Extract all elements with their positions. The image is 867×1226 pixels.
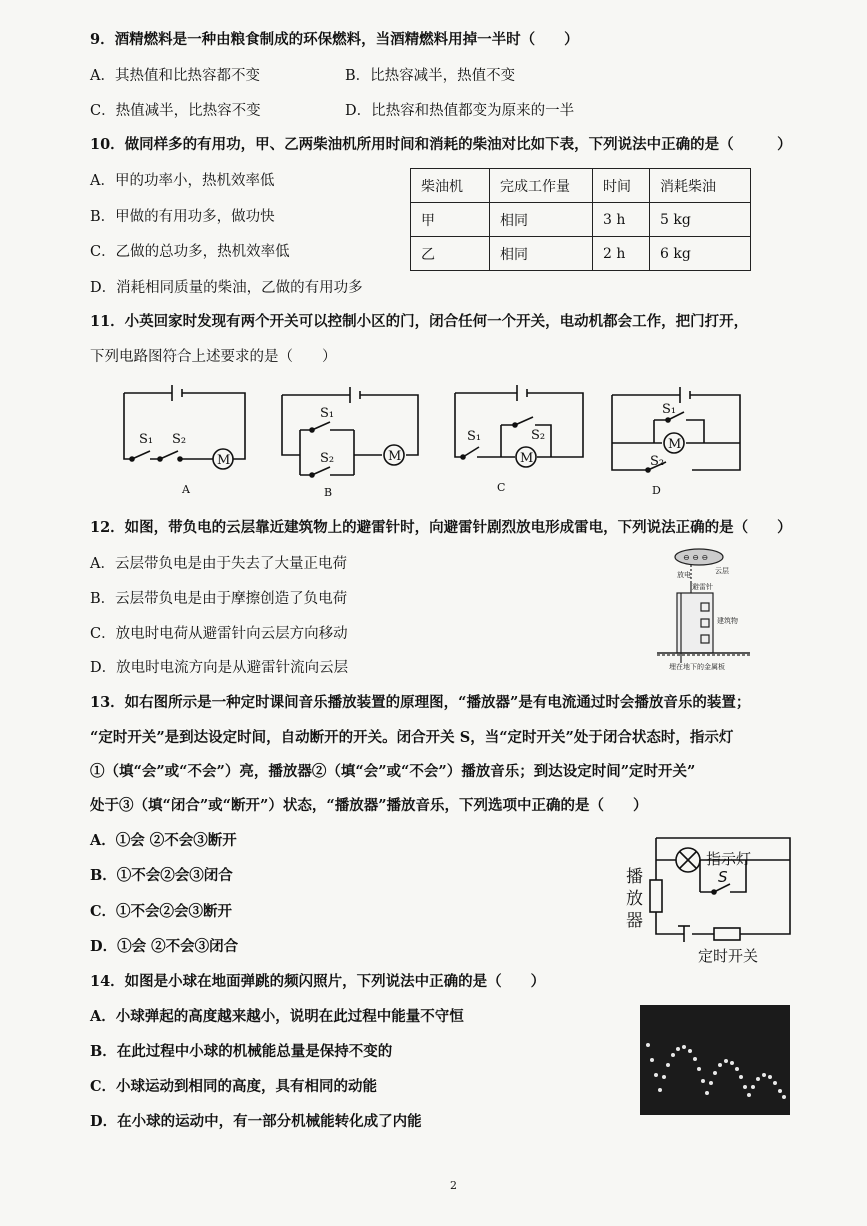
page-number: 2 — [450, 1179, 457, 1192]
table-cell: 5 kg — [650, 203, 751, 237]
table-header-cell: 时间 — [593, 169, 650, 203]
s1-label: S₁ — [467, 429, 482, 444]
table-cell: 相同 — [490, 237, 593, 271]
q14-option-c: C．小球运动到相同的高度，具有相同的动能 — [90, 1078, 378, 1095]
lamp-label: 指示灯 — [706, 850, 752, 868]
timer-switch-icon — [714, 928, 740, 940]
s2-label: S₂ — [650, 454, 665, 469]
q12-option-c: C．放电时电荷从避雷针向云层方向移动 — [90, 626, 348, 642]
svg-text:⊖ ⊖ ⊖: ⊖ ⊖ ⊖ — [683, 553, 709, 562]
q9-option-d: D．比热容和热值都变为原来的一半 — [345, 103, 575, 119]
bouncing-ball-photo — [640, 1005, 790, 1115]
cloud-label: 云层 — [715, 567, 729, 575]
q11-stem-line1: 11．小英回家时发现有两个开关可以控制小区的门，闭合任何一个开关，电动机都会工作，把门打开， — [90, 313, 749, 330]
table-header-row — [411, 169, 751, 203]
rod-label: 避雷针 — [692, 583, 713, 591]
q14-stem: 14．如图是小球在地面弹跳的频闪照片，下列说法中正确的是（ ） — [90, 973, 546, 990]
lightning-rod-figure — [655, 545, 770, 675]
q13-option-b: B．①不会②会③闭合 — [90, 867, 233, 884]
table-cell: 相同 — [490, 203, 593, 237]
q13-option-d: D．①会 ②不会③闭合 — [90, 938, 239, 955]
q10-option-d: D．消耗相同质量的柴油，乙做的有用功多 — [90, 280, 363, 296]
q9-option-a: A．其热值和比热容都不变 — [90, 68, 260, 84]
s2-label: S₂ — [320, 451, 335, 466]
q12-option-a: A．云层带负电是由于失去了大量正电荷 — [90, 556, 347, 572]
q10-option-a: A．甲的功率小，热机效率低 — [90, 173, 275, 189]
table-cell: 乙 — [411, 237, 490, 271]
s1-label: S₁ — [320, 406, 335, 421]
q13-option-c: C．①不会②会③断开 — [90, 903, 233, 920]
motor-label: M — [388, 449, 402, 464]
q10-option-b: B．甲做的有用功多，做功快 — [90, 209, 275, 225]
motor-label: M — [520, 451, 534, 466]
circuit-b — [282, 387, 418, 499]
q14-option-d: D．在小球的运动中，有一部分机械能转化成了内能 — [90, 1113, 422, 1130]
q11-circuit-diagrams — [110, 375, 760, 500]
table-header-cell: 完成工作量 — [490, 169, 593, 203]
q9-stem: 9．酒精燃料是一种由粮食制成的环保燃料，当酒精燃料用掉一半时（ ） — [90, 31, 579, 48]
table-row — [411, 237, 751, 271]
player-label: 播放器 — [626, 867, 643, 931]
q12-option-d: D．放电时电流方向是从避雷针流向云层 — [90, 660, 349, 676]
s2-label: S₂ — [531, 428, 546, 443]
s1-label: S₁ — [139, 432, 154, 447]
motor-label: M — [217, 453, 231, 468]
q13-line2: “定时开关”是到达设定时间，自动断开的开关。闭合开关 S，当“定时开关”处于闭合状态时，指示灯 — [90, 729, 734, 746]
option-label: C — [497, 481, 506, 494]
table-row — [411, 203, 751, 237]
table-cell: 甲 — [411, 203, 490, 237]
s1-label: S₁ — [662, 402, 677, 417]
q14-option-b: B．在此过程中小球的机械能总量是保持不变的 — [90, 1043, 393, 1060]
timer-label: 定时开关 — [698, 947, 759, 965]
q13-line4: 处于③（填“闭合”或“断开”）状态，“播放器”播放音乐，下列选项中正确的是（ ） — [90, 797, 648, 814]
ground-plate-label: 埋在地下的金属板 — [669, 663, 725, 671]
building-icon — [677, 593, 713, 653]
table-cell: 6 kg — [650, 237, 751, 271]
q14-option-a: A．小球弹起的高度越来越小，说明在此过程中能量不守恒 — [90, 1008, 464, 1025]
q13-line1: 13．如右图所示是一种定时课间音乐播放装置的原理图，“播放器”是有电流通过时会播放音乐的装置； — [90, 694, 751, 711]
circuit-a — [124, 385, 245, 496]
s2-label: S₂ — [172, 432, 187, 447]
q10-option-c: C．乙做的总功多，热机效率低 — [90, 244, 290, 260]
discharge-label: 放电 — [677, 571, 691, 579]
circuit-c — [455, 385, 583, 494]
switch-s-label: S — [718, 868, 728, 886]
q12-option-b: B．云层带负电是由于摩擦创造了负电荷 — [90, 591, 348, 607]
music-timer-circuit — [622, 830, 792, 970]
q11-stem-line2: 下列电路图符合上述要求的是（ ） — [90, 349, 337, 365]
table-cell: 3 h — [593, 203, 650, 237]
option-label: D — [652, 484, 661, 497]
motor-label: M — [668, 437, 682, 452]
option-label: A — [182, 483, 190, 496]
diesel-comparison-table — [410, 168, 751, 271]
circuit-d — [612, 387, 740, 497]
player-resistor-icon — [650, 880, 662, 912]
table-header-cell: 柴油机 — [411, 169, 490, 203]
table-header-cell: 消耗柴油 — [650, 169, 751, 203]
q13-line3: ①（填“会”或“不会”）亮，播放器②（填“会”或“不会”）播放音乐；到达设定时间”定时开关” — [90, 763, 696, 780]
q12-stem: 12．如图，带负电的云层靠近建筑物上的避雷针时，向避雷针剧烈放电形成雷电，下列说法正确的是（ ） — [90, 519, 792, 536]
option-label: B — [324, 486, 333, 499]
building-label: 建筑物 — [717, 617, 738, 625]
q9-option-b: B．比热容减半，热值不变 — [345, 68, 516, 84]
q9-option-c: C．热值减半，比热容不变 — [90, 103, 261, 119]
q10-stem: 10．做同样多的有用功，甲、乙两柴油机所用时间和消耗的柴油对比如下表，下列说法中正确的是（ ） — [90, 136, 792, 153]
table-cell: 2 h — [593, 237, 650, 271]
q13-option-a: A．①会 ②不会③断开 — [90, 832, 237, 849]
